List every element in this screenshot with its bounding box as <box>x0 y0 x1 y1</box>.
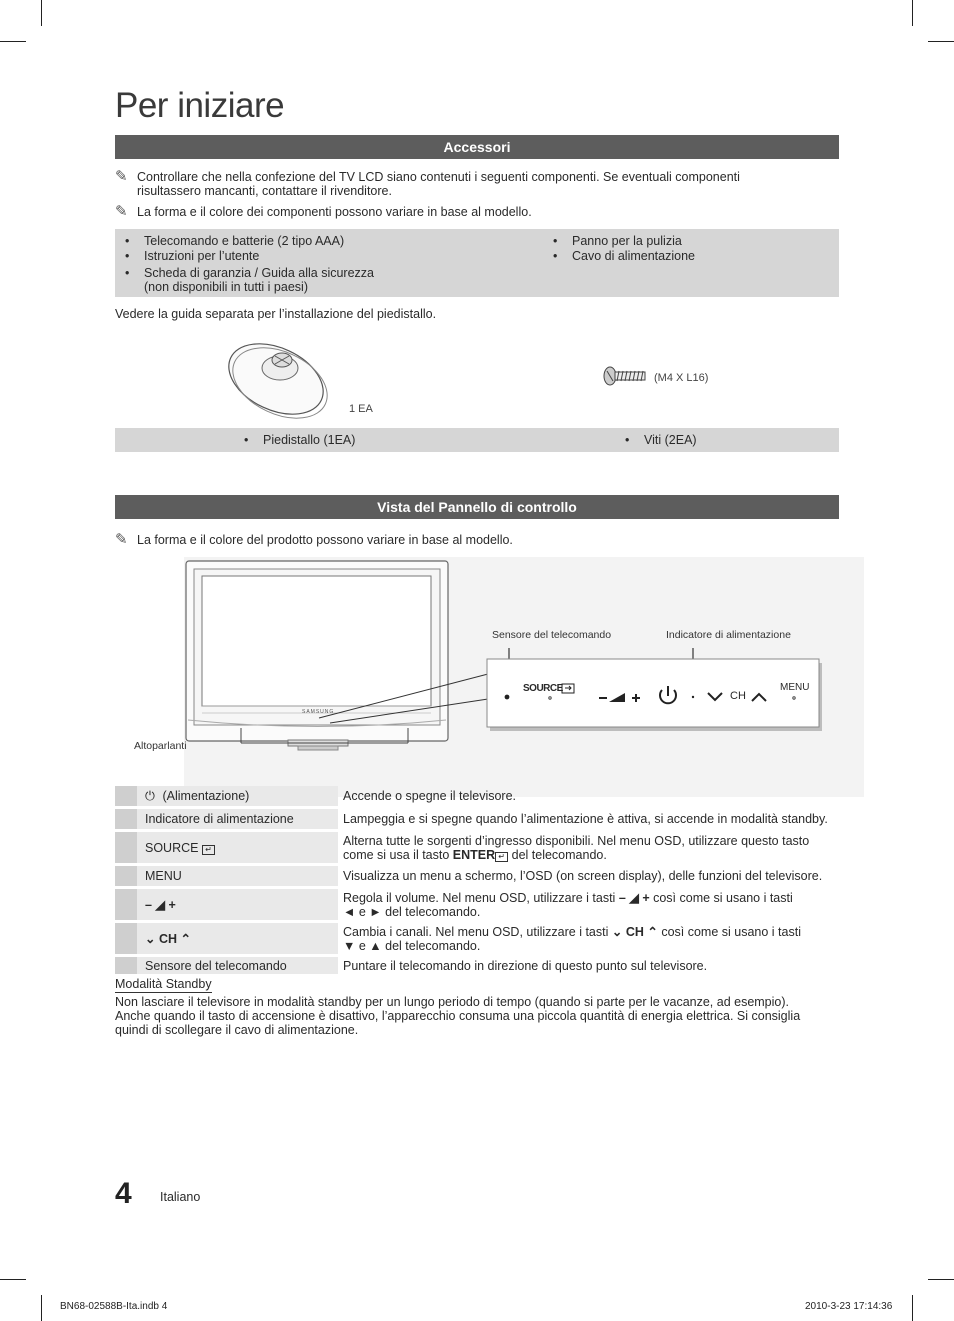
accessories-note-1: ✎ Controllare che nella confezione del TV LCD siano contenuti i seguenti componenti. Se eventuali componenti risultassero mancanti, contattare il rivenditore. <box>115 168 740 198</box>
volume-control-icon: – ◢ + <box>618 890 650 905</box>
crop-mark <box>928 41 954 42</box>
crop-mark <box>912 0 913 26</box>
control-panel-header: Vista del Pannello di controllo <box>115 495 839 519</box>
screw-spec: (M4 X L16) <box>654 372 709 384</box>
stand-illustration <box>222 338 334 420</box>
callout-speakers: Altoparlanti <box>134 740 187 752</box>
accessories-header: Accessori <box>115 135 839 159</box>
control-panel-note: ✎ La forma e il colore del prodotto possono variare in base al modello. <box>115 531 513 548</box>
note-pencil-icon: ✎ <box>115 203 128 220</box>
crop-mark <box>41 1295 42 1321</box>
page-number: 4 <box>115 1177 132 1210</box>
table-row: Indicatore di alimentazione Lampeggia e si spegne quando l’alimentazione è attiva, si accende in modalità standby. <box>115 809 838 829</box>
note-pencil-icon: ✎ <box>115 168 128 185</box>
standby-title: Modalità Standby <box>115 977 212 991</box>
crop-mark <box>41 0 42 26</box>
tv-brand-logo: SAMSUNG <box>302 709 335 715</box>
screw-illustration <box>602 366 648 386</box>
channel-up-icon: ⌃ <box>647 924 658 939</box>
accessories-label-row <box>115 428 839 452</box>
crop-mark <box>912 1295 913 1321</box>
remote-sensor-dot-icon <box>505 695 510 700</box>
stand-guide-note: Vedere la guida separata per l’installazione del piedistallo. <box>115 307 437 321</box>
panel-source-label: SOURCE <box>523 683 563 694</box>
print-file-slug: BN68-02588B-Ita.indb 4 <box>60 1301 168 1312</box>
source-enter-icon: ↵ <box>202 845 215 855</box>
volume-control-icon: – ◢ + <box>145 897 176 912</box>
callout-remote-sensor: Sensore del telecomando <box>492 629 612 641</box>
tv-diagram <box>184 557 864 797</box>
table-row: SOURCE ↵ Alterna tutte le sorgenti d’ingresso disponibili. Nel menu OSD, utilizzare questo tasto come si usa il tasto ENTER ↵ del telecomando. <box>115 832 838 863</box>
table-row: ⌄ CH ⌃ Cambia i canali. Nel menu OSD, utilizzare i tasti ⌄ CH ⌃ così come si usano i tasti ▼ e ▲ del telecomando. <box>115 923 838 954</box>
accessories-note-2: ✎ La forma e il colore dei componenti possono variare in base al modello. <box>115 203 532 220</box>
print-timestamp: 2010-3-23 17:14:36 <box>805 1301 893 1312</box>
enter-icon: ↵ <box>495 852 508 862</box>
page-title: Per iniziare <box>115 86 285 125</box>
note-pencil-icon: ✎ <box>115 531 128 548</box>
table-row: ⏻ (Alimentazione) Accende o spegne il televisore. <box>115 786 838 806</box>
power-icon: ⏻ <box>145 789 155 803</box>
channel-down-icon: ⌄ <box>611 924 623 939</box>
channel-up-icon: ⌃ <box>180 931 191 946</box>
crop-mark <box>0 1279 26 1280</box>
panel-menu-label: MENU <box>780 682 810 693</box>
panel-ch-label: CH <box>730 690 746 702</box>
power-indicator-icon <box>692 696 694 698</box>
control-functions-table <box>115 783 838 977</box>
crop-mark <box>928 1279 954 1280</box>
table-row: – ◢ + Regola il volume. Nel menu OSD, utilizzare i tasti – ◢ + così come si usano i tasti ◄ e ► del telecomando. <box>115 889 838 920</box>
stand-quantity: 1 EA <box>349 403 373 415</box>
crop-mark <box>0 41 26 42</box>
callout-power-indicator: Indicatore di alimentazione <box>666 629 791 641</box>
table-row: MENU Visualizza un menu a schermo, l’OSD (on screen display), delle funzioni del televisore. <box>115 866 838 886</box>
footer-language: Italiano <box>160 1190 201 1204</box>
channel-down-icon: ⌄ <box>145 931 156 946</box>
table-row: Sensore del telecomando Puntare il telecomando in direzione di questo punto sul televisore. <box>115 957 838 974</box>
standby-text: Non lasciare il televisore in modalità standby per un lungo periodo di tempo (quando si parte per le vacanze, ad esempio). Anche quando il tasto di accensione è disattivo, l’apparecchio consuma una piccola quantità di energia elettrica. Si consiglia quindi di scollegare il cavo di alimentazione. <box>115 995 801 1037</box>
